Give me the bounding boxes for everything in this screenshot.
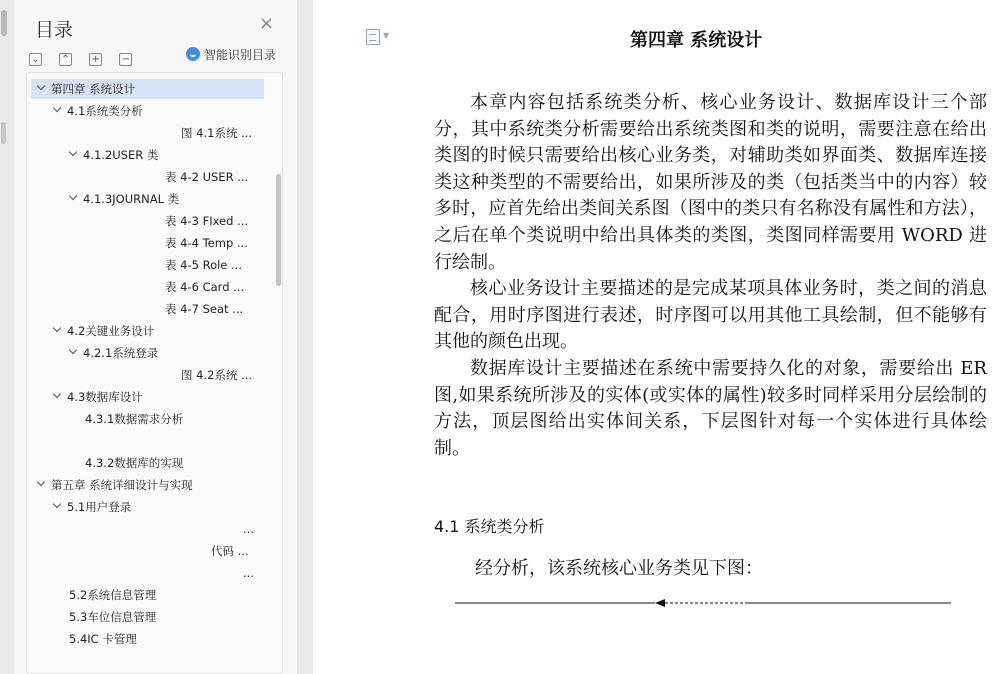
class-relation-diagram (455, 592, 955, 614)
toc-item-label: 5.4IC 卡管理 (69, 632, 137, 646)
paragraph-database[interactable]: 数据库设计主要描述在系统中需要持久化的对象，需要给出 ER 图,如果系统所涉及的实体(或实体的属性)较多时同样采用分层绘制的方法，顶层图给出实体间关系，下层图针对每一个实体进行具体绘制。 (434, 357, 987, 459)
toc-sidebar (14, 0, 298, 674)
paragraph-intro[interactable]: 本章内容包括系统类分析、核心业务设计、数据库设计三个部分，其中系统类分析需要给出系统类图和类的说明，需要注意在给出类图的时候只需要给出核心业务类，对辅助类如界面类、数据库连接类这种类型的不需要给出，如果所涉及的类（包括类当中的内容）较多时，应首先给出类间关系图（图中的类只有名称没有属性和方法），之后在单个类说明中给出具体类的类图，类图同样需要用 WORD 进行绘制。 (434, 92, 987, 273)
toc-item-label: 表 4-4 Temp ... (165, 236, 248, 250)
toc-item-label: 5.2系统信息管理 (69, 588, 157, 602)
toc-item-label: ... (243, 566, 254, 580)
expand-all-icon[interactable]: ⌃ (59, 53, 72, 66)
toc-item-figure-4-2[interactable] (181, 365, 252, 385)
toc-item-label: 5.1用户登录 (67, 500, 132, 514)
toc-item-4-1[interactable] (53, 101, 143, 121)
toc-item-4-2[interactable] (53, 321, 154, 341)
toc-item-table-4-3[interactable] (165, 211, 248, 231)
toc-item-table-4-4[interactable] (165, 233, 248, 253)
toc-item-ellipsis-2[interactable] (243, 563, 254, 583)
smart-toc-button[interactable] (186, 46, 276, 63)
toc-item-4-3-1[interactable] (85, 409, 183, 429)
left-scroll-marker[interactable] (1, 122, 6, 144)
toc-item-chapter4[interactable] (31, 79, 264, 99)
toc-item-label: 第五章 系统详细设计与实现 (51, 478, 193, 492)
left-scroll-thumb[interactable] (1, 10, 7, 36)
toc-item-ellipsis-1[interactable] (243, 519, 254, 539)
toc-item-label: 表 4-3 FIxed ... (165, 214, 249, 228)
toc-item-label: 图 4.2系统 ... (181, 368, 253, 382)
chevron-down-icon[interactable] (37, 84, 45, 92)
toc-item-label: ... (243, 522, 254, 536)
toc-item-label: 4.3数据库设计 (67, 390, 143, 404)
smart-toc-label: 智能识别目录 (204, 48, 277, 62)
chevron-down-icon[interactable]: ▼ (383, 31, 390, 40)
left-edge-strip (0, 0, 10, 674)
toc-item-label: 4.2.1系统登录 (83, 346, 159, 360)
close-icon[interactable]: × (259, 13, 275, 34)
remove-heading-icon[interactable]: − (119, 53, 132, 66)
toc-item-label: 5.3车位信息管理 (69, 610, 157, 624)
toc-item-label: 表 4-2 USER ... (165, 170, 249, 184)
toc-item-label: 表 4-7 Seat ... (165, 302, 244, 316)
paragraph-core-business[interactable]: 核心业务设计主要描述的是完成某项具体业务时，类之间的消息配合，用时序图进行表述，时序图可以用其他工具绘制，但不能够有其他的颜色出现。 (434, 278, 987, 353)
toc-item-label: 第四章 系统设计 (51, 82, 136, 96)
toc-item-4-3[interactable] (53, 387, 143, 407)
chevron-down-icon[interactable] (53, 106, 61, 114)
toc-item-label: 4.3.2数据库的实现 (85, 456, 184, 470)
chevron-down-icon[interactable] (69, 194, 77, 202)
toc-item-label: 图 4.1系统 ... (181, 126, 253, 140)
toc-item-5-1[interactable] (53, 497, 131, 517)
toc-item-label: 表 4-5 Role ... (165, 258, 242, 272)
toc-scrollbar[interactable] (276, 174, 281, 286)
toc-item-4-2-1[interactable] (69, 343, 158, 363)
toc-item-label: 4.1.2USER 类 (83, 148, 159, 162)
toc-toolbar (29, 47, 144, 65)
chevron-down-icon[interactable] (53, 392, 61, 400)
toc-item-label: 4.1.3JOURNAL 类 (83, 192, 180, 206)
toc-list (26, 72, 283, 674)
chevron-down-icon[interactable] (53, 502, 61, 510)
toc-item-5-3[interactable] (69, 607, 156, 627)
toc-item-label: 代码 ... (211, 544, 249, 558)
toc-item-label: 表 4-6 Card ... (165, 280, 245, 294)
toc-item-chapter5[interactable] (37, 475, 193, 495)
toc-item-table-4-5[interactable] (165, 255, 242, 275)
toc-item-code[interactable] (211, 541, 249, 561)
toc-item-5-4[interactable] (69, 629, 137, 649)
document-page (313, 0, 1008, 674)
document-workspace (297, 0, 1008, 674)
smart-toc-icon (186, 47, 200, 61)
toc-item-label: 4.3.1数据需求分析 (85, 412, 184, 426)
chevron-down-icon[interactable] (37, 480, 45, 488)
toc-item-figure-4-1[interactable] (181, 123, 252, 143)
toc-item-4-1-2[interactable] (69, 145, 158, 165)
add-heading-icon[interactable]: + (89, 53, 102, 66)
chapter-title: 第四章 系统设计 (630, 30, 763, 51)
collapse-all-icon[interactable]: ⌄ (29, 53, 42, 66)
section-heading[interactable]: 4.1 系统类分析 (434, 517, 545, 536)
toc-item-table-4-7[interactable] (165, 299, 243, 319)
document-icon[interactable] (366, 29, 380, 45)
toc-item-label: 4.1系统类分析 (67, 104, 143, 118)
toc-title: 目录 (35, 19, 74, 41)
toc-item-label: 4.2关键业务设计 (67, 324, 155, 338)
analysis-line[interactable]: 经分析，该系统核心业务类见下图： (475, 558, 763, 579)
toc-item-4-1-3[interactable] (69, 189, 179, 209)
toc-item-table-4-2[interactable] (165, 167, 248, 187)
body-text[interactable] (434, 90, 987, 462)
toc-item-4-3-2[interactable] (85, 453, 183, 473)
chevron-down-icon[interactable] (53, 326, 61, 334)
chevron-down-icon[interactable] (69, 150, 77, 158)
chevron-down-icon[interactable] (69, 348, 77, 356)
toc-item-table-4-6[interactable] (165, 277, 244, 297)
arrow-head (655, 599, 665, 607)
toc-item-5-2[interactable] (69, 585, 156, 605)
